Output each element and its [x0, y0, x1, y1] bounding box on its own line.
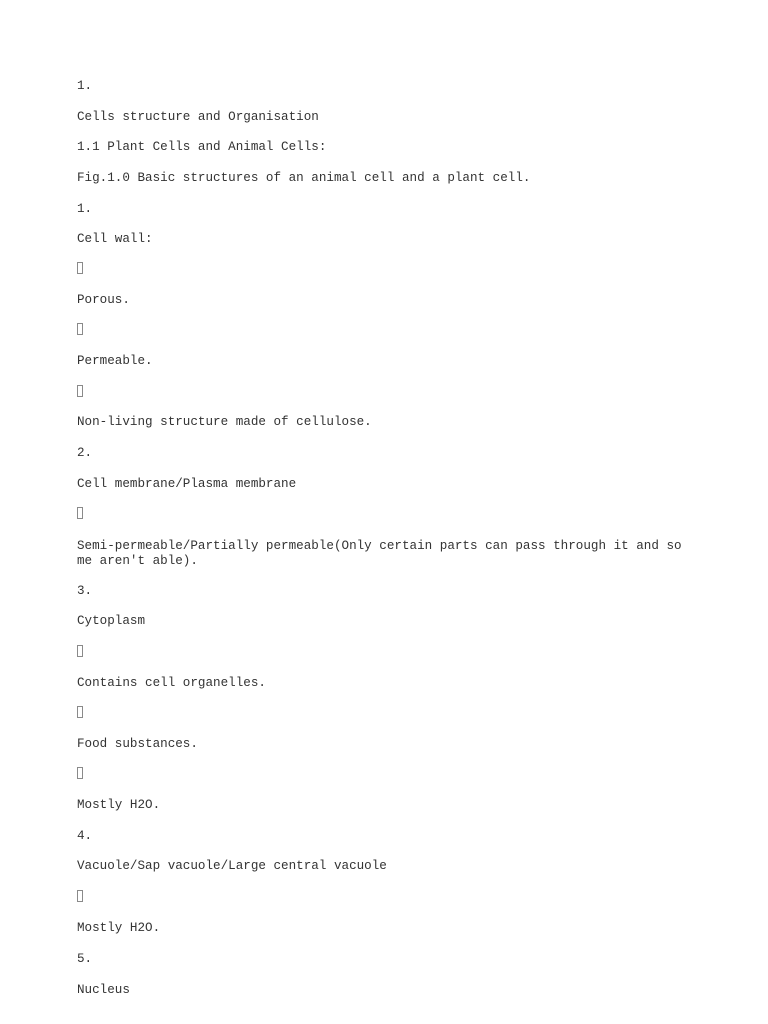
section-number: 1.: [77, 79, 93, 93]
item-number: 1.: [77, 202, 93, 216]
item-heading: Cytoplasm: [77, 614, 146, 628]
item-number: 5.: [77, 952, 93, 966]
missing-glyph-box-icon: [77, 262, 83, 274]
missing-glyph-box-icon: [77, 323, 83, 335]
item-heading: Vacuole/Sap vacuole/Large central vacuole: [77, 859, 387, 873]
bullet-text: Permeable.: [77, 354, 153, 368]
bullet-text: Non-living structure made of cellulose.: [77, 415, 372, 429]
missing-glyph-box-icon: [77, 507, 83, 519]
item-heading: Nucleus: [77, 983, 130, 997]
missing-glyph-box-icon: [77, 385, 83, 397]
item-heading: Cell membrane/Plasma membrane: [77, 477, 297, 491]
chapter-title: Cells structure and Organisation: [77, 110, 319, 124]
bullet-text: Food substances.: [77, 737, 198, 751]
item-heading: Cell wall:: [77, 232, 153, 246]
item-number: 4.: [77, 829, 93, 843]
bullet-text: Mostly H2O.: [77, 921, 161, 935]
bullet-text: Mostly H2O.: [77, 798, 161, 812]
item-number: 3.: [77, 584, 93, 598]
bullet-text: Porous.: [77, 293, 130, 307]
figure-caption: Fig.1.0 Basic structures of an animal cell and a plant cell.: [77, 171, 531, 185]
missing-glyph-box-icon: [77, 890, 83, 902]
missing-glyph-box-icon: [77, 645, 83, 657]
section-heading: 1.1 Plant Cells and Animal Cells:: [77, 140, 327, 154]
item-number: 2.: [77, 446, 93, 460]
bullet-text: Semi-permeable/Partially permeable(Only certain parts can pass through it and so me aren't able).: [77, 539, 682, 568]
missing-glyph-box-icon: [77, 767, 83, 779]
missing-glyph-box-icon: [77, 706, 83, 718]
bullet-text: Contains cell organelles.: [77, 676, 266, 690]
